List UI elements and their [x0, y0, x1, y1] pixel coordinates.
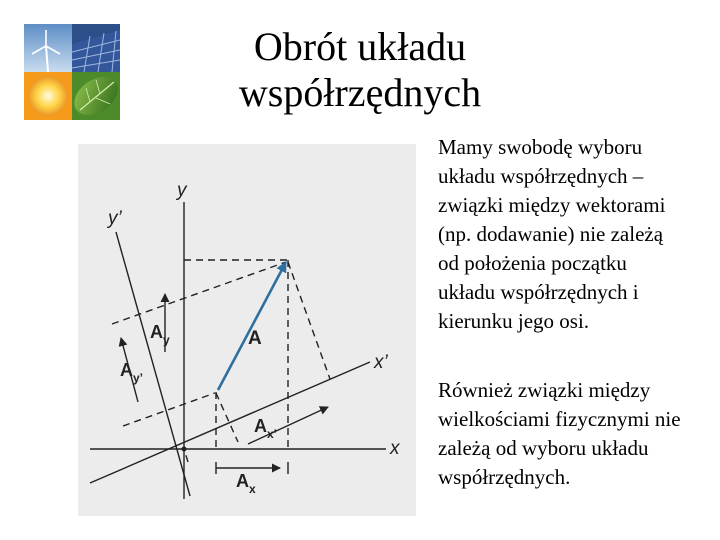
paragraph-physical-independence: Również związki między wielkościami fizycznymi nie zależą od wyboru układu współrzędnych.	[438, 378, 681, 489]
x-prime-axis-label: x’	[374, 352, 388, 373]
origin-dot	[182, 447, 187, 452]
x-axis-label: x	[390, 438, 400, 459]
projection-lines	[112, 260, 330, 462]
Ay-prime-label: $A_{y’}$	[120, 360, 144, 385]
Ax-label: $A_x$	[236, 471, 256, 496]
slide-title	[190, 24, 530, 116]
paragraph-coordinate-freedom: Mamy swobodę wyboru układu współrzędnych – związki między wektorami (np. dodawanie) nie zależą od położenia początku układu współrzędnych i kierunku jego osi.	[438, 135, 666, 333]
vector-A-label: A	[248, 328, 262, 349]
vector-A	[218, 262, 286, 390]
sun-icon	[24, 72, 72, 120]
y-prime-axis-label: y’	[108, 208, 122, 229]
Ax-prime-label: $A_{x’}$	[254, 416, 278, 441]
solar-panel-icon	[72, 24, 120, 72]
leaf-icon	[67, 69, 120, 120]
title-line-2: współrzędnych	[238, 70, 482, 115]
coordinate-rotation-diagram	[78, 144, 416, 516]
y-axis-label: y	[177, 180, 187, 201]
Ay-label: $A_y$	[150, 322, 170, 347]
title-line-1: Obrót układu	[253, 24, 467, 69]
energy-logo	[24, 24, 120, 120]
wind-turbine-icon	[24, 24, 72, 72]
